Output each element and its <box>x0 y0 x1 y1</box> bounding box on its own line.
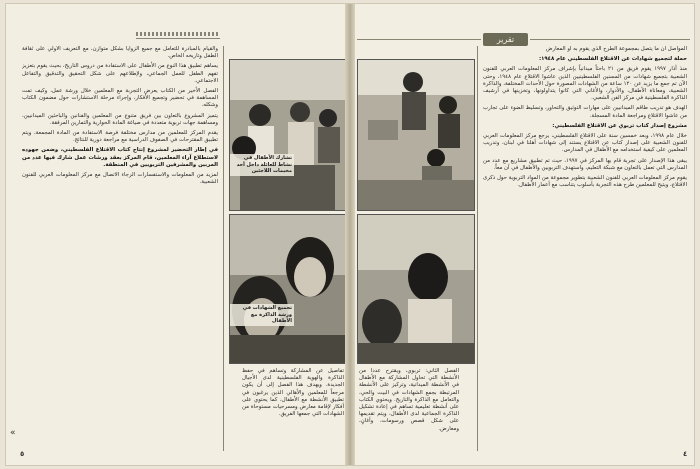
magazine-spread <box>6 4 694 465</box>
left-column-divider <box>223 46 224 451</box>
photo-boy-recording <box>357 214 475 364</box>
left-outer-column <box>22 46 218 451</box>
photo-children-room <box>357 59 475 211</box>
photo-group-children <box>229 59 346 211</box>
section-tag: تقرير <box>483 33 528 46</box>
continue-arrows-icon: « <box>10 428 16 438</box>
right-outer-para-6: يبقى هذا الإصدار على تجربة قام بها المركز في ١٩٩٧، حيث تم تطبيق مشاريع مع عدد من المدارس التي تعمل بالتعاون مع شبكة التعليم، واستهدف التربويين والأطفال في آن معاً. <box>483 157 687 171</box>
header-ornament <box>136 29 220 39</box>
right-outer-para-4: مشروع إصدار كتاب تربوي عن الاقتلاع الفلسطيني: <box>552 122 687 129</box>
right-photo-column <box>359 368 459 458</box>
left-inner-para-0: تفاصيل عن المشاركة وتساهم في حفظ الذاكرة والهوية الفلسطينية لدى الأجيال الجديدة. ويهدف هذا الفصل إلى أن يكون مرجعاً للمعلمين والأهالي الذين يرغبون في تطبيق الأنشطة مع الأطفال، كما يحتوي على أفكار لإقامة معارض ومسرحيات مستوحاة من الشهادات التي جمعها الفريق. <box>242 368 344 418</box>
photo-child-workshop <box>229 214 346 364</box>
left-outer-para-1: يساهم تطبيق هذا النوع من الأطفال على الاستفادة من دروس التاريخ، بحيث يقوم بتعزيز تفهم الطفل للعمل الجماعي، ولإطلاعهم على شكل التحقيق والتدقيق والتفاعل الاجتماعي. <box>22 63 218 84</box>
right-photo-para-0: الفصل الثاني: تربوي، ويقترح عدداً من الأنشطة التي تحاول المشاركة مع الأطفال في الأنشطة الميدانية، وتركيز على الأنشطة المرتبطة بجمع الشهادات في البيت والحي، والتعامل مع الذاكرة والتاريخ. ويحتوي الكتاب على أنشطة تعليمية تساهم في إعادة تشكيل الذاكرة الجماعية لدى الأطفال، ويتم تقديمها على شكل قصص ورسومات، وأغانٍ، ومعارض. <box>359 368 459 432</box>
left-outer-para-5: في إطار التحضير لمشروع إنتاج كتاب الاقتلاع الفلسطيني، وضمن جهوده لاستطلاع آراء المعلمين، قام المركز بعقد ورشات عمل شارك فيها عدد من المربين والمشرفين التربويين في المنطقة. <box>22 147 218 168</box>
right-outer-column <box>483 46 687 451</box>
left-outer-para-0: والقيام بالمبادرة للتعامل مع جميع الزوايا بشكل متوازن، مع التعريف الأولي على ثقافة الطفل وتاريخه الخاص. <box>22 46 218 60</box>
left-outer-para-2: الفصل الأخير من الكتاب يعرض التجربة مع المعلمين خلال ورشة عمل، وكيف تمت المساهمة في تحضير وتجميع الأفكار، وإجراء مرحلة الاستشارات حول مضمون الكتاب وشكله. <box>22 88 218 109</box>
header-rule-right <box>530 39 690 40</box>
room-photo-image <box>358 60 474 210</box>
right-page-number: ٤ <box>683 450 688 458</box>
workshop-photo-image <box>230 215 345 363</box>
children-photo-image <box>230 60 345 210</box>
right-outer-para-1: حملة لتجميع شهادات عن الاقتلاع الفلسطيني عام ١٩٤٨: <box>538 56 687 63</box>
left-page <box>6 4 347 465</box>
left-outer-para-4: يقدم المركز للمعلمين من مدارس مختلفة فرصة الاستفادة من المادة المجمعة، ويتم تطبيق المقترحات في الصفوف الدراسية مع مراجعة دورية للنتائج. <box>22 130 218 144</box>
left-inner-column <box>242 368 344 458</box>
header-rule-left <box>357 39 481 40</box>
left-page-number: ٥ <box>20 450 25 458</box>
right-page <box>353 4 694 465</box>
right-column-divider <box>477 46 478 451</box>
left-outer-para-3: يتميز المشروع بالتعاون بين فريق متنوع من المعلمين والفنانين والباحثين الميدانيين، ومساهمة جهات تربوية متعددة في صياغة المادة الحوارية والتمارين المرفقة. <box>22 112 218 126</box>
boy-photo-image <box>358 215 474 363</box>
right-outer-para-3: الهدف هو تدريب طاقم الميدانيين على مهارات التوثيق والتحاور، وتسليط الضوء على تجارب من عاشوا الاقتلاع ومراجعة المادة المسجلة. <box>483 105 687 119</box>
right-outer-para-0: المواصل أن ما يتصل بمجموعة الطرح الذي يقوم به أو المعارض <box>546 46 687 52</box>
photo-top-caption: تشارك الأطفال في نشاط للعائلة داخل أحد مخيمات اللاجئين <box>230 154 294 176</box>
right-outer-para-2: منذ آذار ١٩٩٧ يقوم فريق من ٢١ باحثاً ميدانياً بإشراف مركز المعلومات العربي للفنون الشعبية بتجميع شهادات من المسنين الفلسطينيين الذين عاشوا الاقتلاع عام ١٩٤٨، وحتى الآن تم جمع ما يزيد عن ١٢٠ ساعة من الشهادات المصورة حول الأحداث المختلفة، والذاكرة الشعبية، ومعاناة الأطفال، والأدوار، والأغاني التي كانوا يتداولونها، وتخزينها في أرشيف الذاكرة الفلسطينية في مركز الفن الشعبي. <box>483 66 687 102</box>
photo-bottom-caption: تجميع الشهادات في ورشة الذاكرة مع الأطفال <box>230 304 294 326</box>
left-outer-para-6: لمزيد من المعلومات والاستفسارات الرجاء الاتصال مع مركز المعلومات العربي للفنون الشعبية. <box>22 172 218 186</box>
right-outer-para-5: خلال عام ١٩٩٨، وبعد خمسين سنة على الاقتلاع الفلسطيني، يرجع مركز المعلومات العربي للفنون الشعبية على إصدار كتاب عن الاقتلاع يستند إلى شهادات أهلنا في لبنان، وتدريب المعلمين على كيفية استخدامه مع الأطفال في المدارس. <box>483 133 687 154</box>
right-outer-para-7: يقوم مركز المعلومات العربي للفنون الشعبية بتطوير مجموعة من المواد التربوية حول ذكرى الاقتلاع، ويتيح للمعلمين طرح هذه التجربة بأسلوب يتناسب مع أعمار الأطفال. <box>483 175 687 189</box>
